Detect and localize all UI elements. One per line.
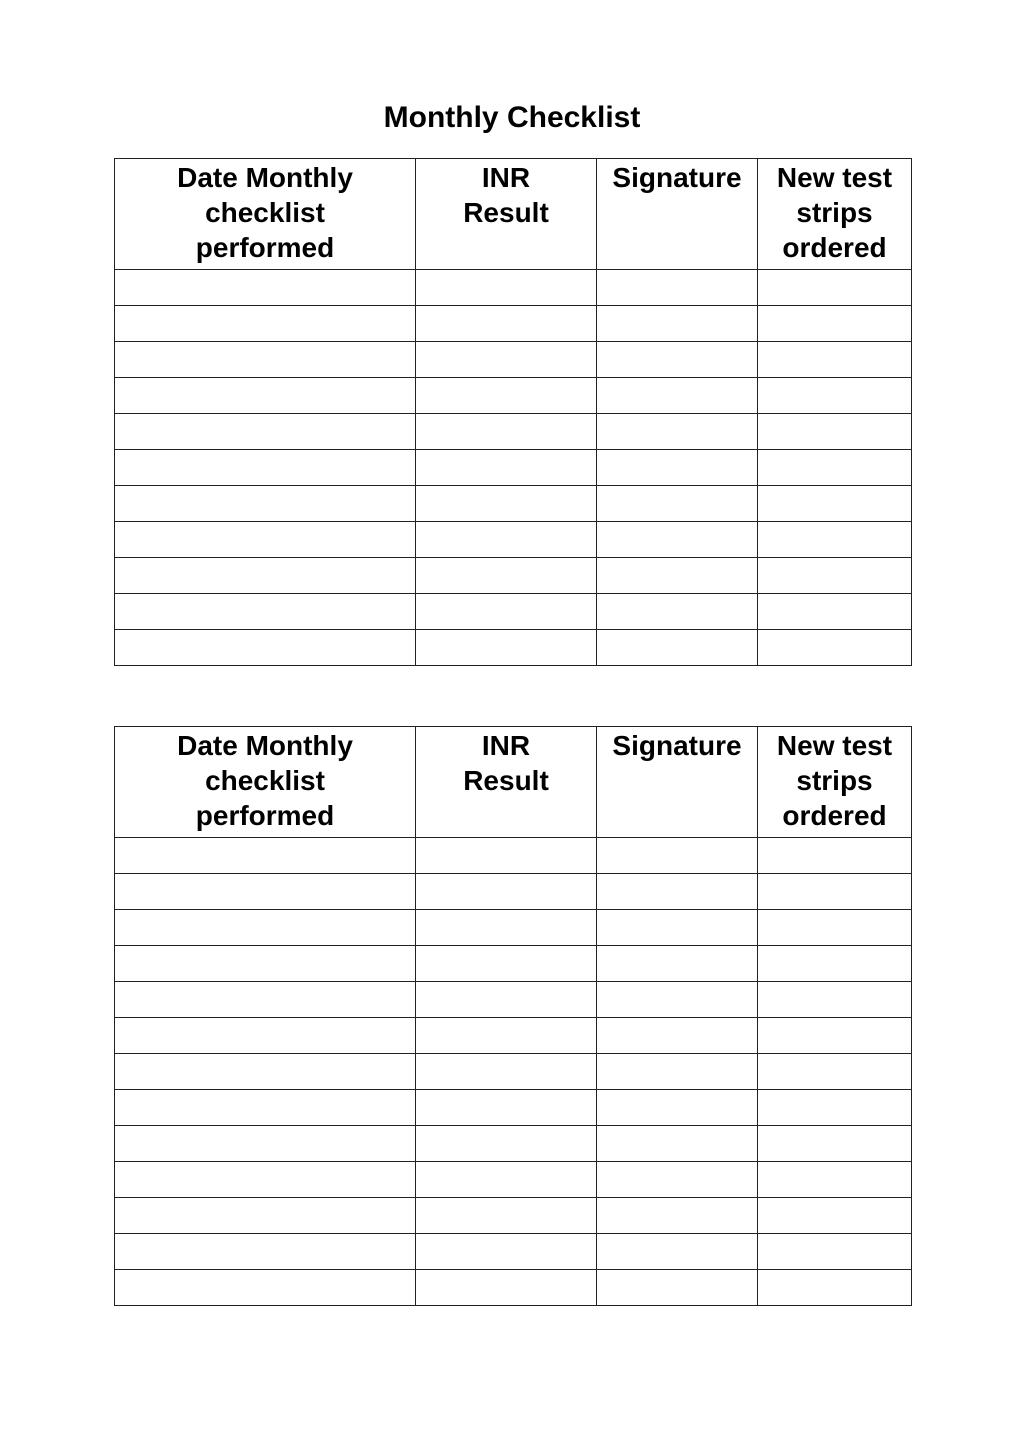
table-row <box>115 838 912 874</box>
cell-date[interactable] <box>115 450 416 486</box>
column-header-date: Date Monthly checklist performed <box>115 159 416 270</box>
table-row <box>115 630 912 666</box>
table-row <box>115 594 912 630</box>
cell-date[interactable] <box>115 270 416 306</box>
cell-date[interactable] <box>115 414 416 450</box>
cell-signature[interactable] <box>597 306 758 342</box>
table-row <box>115 414 912 450</box>
cell-test-strips[interactable] <box>758 450 912 486</box>
cell-signature[interactable] <box>597 630 758 666</box>
cell-date[interactable] <box>115 946 416 982</box>
cell-test-strips[interactable] <box>758 874 912 910</box>
cell-date[interactable] <box>115 1126 416 1162</box>
column-header-date: Date Monthly checklist performed <box>115 727 416 838</box>
table-row <box>115 1018 912 1054</box>
cell-inr-result[interactable] <box>416 910 597 946</box>
cell-date[interactable] <box>115 630 416 666</box>
cell-test-strips[interactable] <box>758 486 912 522</box>
cell-inr-result[interactable] <box>416 414 597 450</box>
cell-date[interactable] <box>115 1090 416 1126</box>
table-header-row <box>115 159 912 270</box>
cell-signature[interactable] <box>597 270 758 306</box>
cell-inr-result[interactable] <box>416 982 597 1018</box>
cell-inr-result[interactable] <box>416 486 597 522</box>
cell-test-strips[interactable] <box>758 1162 912 1198</box>
table-row <box>115 378 912 414</box>
cell-inr-result[interactable] <box>416 630 597 666</box>
cell-inr-result[interactable] <box>416 1018 597 1054</box>
cell-date[interactable] <box>115 306 416 342</box>
cell-signature[interactable] <box>597 1234 758 1270</box>
table-row <box>115 306 912 342</box>
cell-inr-result[interactable] <box>416 874 597 910</box>
cell-inr-result[interactable] <box>416 838 597 874</box>
cell-inr-result[interactable] <box>416 1198 597 1234</box>
cell-signature[interactable] <box>597 486 758 522</box>
cell-signature[interactable] <box>597 1126 758 1162</box>
cell-signature[interactable] <box>597 1054 758 1090</box>
table-row <box>115 910 912 946</box>
checklist-table-2 <box>114 726 912 1306</box>
cell-signature[interactable] <box>597 1090 758 1126</box>
page-title: Monthly Checklist <box>383 101 641 134</box>
cell-test-strips[interactable] <box>758 1054 912 1090</box>
cell-test-strips[interactable] <box>758 982 912 1018</box>
table-row <box>115 982 912 1018</box>
cell-test-strips[interactable] <box>758 414 912 450</box>
column-header-signature: Signature <box>597 727 758 838</box>
cell-inr-result[interactable] <box>416 306 597 342</box>
cell-test-strips[interactable] <box>758 1126 912 1162</box>
cell-signature[interactable] <box>597 1018 758 1054</box>
cell-date[interactable] <box>115 982 416 1018</box>
table-row <box>115 342 912 378</box>
cell-date[interactable] <box>115 342 416 378</box>
cell-inr-result[interactable] <box>416 522 597 558</box>
cell-test-strips[interactable] <box>758 910 912 946</box>
cell-signature[interactable] <box>597 594 758 630</box>
cell-signature[interactable] <box>597 1198 758 1234</box>
cell-signature[interactable] <box>597 522 758 558</box>
cell-date[interactable] <box>115 874 416 910</box>
cell-test-strips[interactable] <box>758 306 912 342</box>
cell-date[interactable] <box>115 522 416 558</box>
cell-inr-result[interactable] <box>416 1054 597 1090</box>
cell-date[interactable] <box>115 1054 416 1090</box>
cell-signature[interactable] <box>597 450 758 486</box>
cell-inr-result[interactable] <box>416 594 597 630</box>
cell-test-strips[interactable] <box>758 1198 912 1234</box>
table-row <box>115 1126 912 1162</box>
table-header-row <box>115 727 912 838</box>
cell-signature[interactable] <box>597 558 758 594</box>
cell-inr-result[interactable] <box>416 1234 597 1270</box>
table-row <box>115 874 912 910</box>
column-header-signature: Signature <box>597 159 758 270</box>
cell-test-strips[interactable] <box>758 558 912 594</box>
cell-test-strips[interactable] <box>758 1234 912 1270</box>
table-row <box>115 1270 912 1306</box>
cell-date[interactable] <box>115 1162 416 1198</box>
cell-signature[interactable] <box>597 874 758 910</box>
table-row <box>115 1090 912 1126</box>
cell-inr-result[interactable] <box>416 946 597 982</box>
table-row <box>115 270 912 306</box>
checklist-table-1 <box>114 158 912 666</box>
cell-test-strips[interactable] <box>758 522 912 558</box>
table-row <box>115 1162 912 1198</box>
cell-test-strips[interactable] <box>758 1018 912 1054</box>
table-row <box>115 1198 912 1234</box>
cell-inr-result[interactable] <box>416 378 597 414</box>
cell-signature[interactable] <box>597 414 758 450</box>
cell-inr-result[interactable] <box>416 558 597 594</box>
table-row <box>115 450 912 486</box>
cell-test-strips[interactable] <box>758 342 912 378</box>
cell-date[interactable] <box>115 378 416 414</box>
cell-date[interactable] <box>115 1270 416 1306</box>
cell-inr-result[interactable] <box>416 270 597 306</box>
cell-inr-result[interactable] <box>416 1162 597 1198</box>
cell-date[interactable] <box>115 594 416 630</box>
cell-signature[interactable] <box>597 910 758 946</box>
cell-test-strips[interactable] <box>758 270 912 306</box>
table-row <box>115 1054 912 1090</box>
cell-date[interactable] <box>115 486 416 522</box>
cell-date[interactable] <box>115 1234 416 1270</box>
cell-signature[interactable] <box>597 1270 758 1306</box>
cell-test-strips[interactable] <box>758 630 912 666</box>
table-row <box>115 558 912 594</box>
table-row <box>115 946 912 982</box>
cell-test-strips[interactable] <box>758 378 912 414</box>
table-row <box>115 486 912 522</box>
cell-date[interactable] <box>115 1198 416 1234</box>
cell-date[interactable] <box>115 558 416 594</box>
table-row <box>115 1234 912 1270</box>
cell-signature[interactable] <box>597 378 758 414</box>
cell-signature[interactable] <box>597 982 758 1018</box>
cell-signature[interactable] <box>597 946 758 982</box>
cell-signature[interactable] <box>597 1162 758 1198</box>
cell-test-strips[interactable] <box>758 838 912 874</box>
table-row <box>115 522 912 558</box>
cell-test-strips[interactable] <box>758 1270 912 1306</box>
cell-date[interactable] <box>115 1018 416 1054</box>
cell-date[interactable] <box>115 838 416 874</box>
cell-date[interactable] <box>115 910 416 946</box>
cell-test-strips[interactable] <box>758 946 912 982</box>
cell-inr-result[interactable] <box>416 450 597 486</box>
cell-signature[interactable] <box>597 838 758 874</box>
cell-test-strips[interactable] <box>758 594 912 630</box>
column-header-inr-result: INR Result <box>416 159 597 270</box>
column-header-test-strips: New test strips ordered <box>758 727 912 838</box>
cell-test-strips[interactable] <box>758 1090 912 1126</box>
column-header-test-strips: New test strips ordered <box>758 159 912 270</box>
cell-inr-result[interactable] <box>416 342 597 378</box>
column-header-inr-result: INR Result <box>416 727 597 838</box>
cell-inr-result[interactable] <box>416 1126 597 1162</box>
cell-signature[interactable] <box>597 342 758 378</box>
cell-inr-result[interactable] <box>416 1270 597 1306</box>
cell-inr-result[interactable] <box>416 1090 597 1126</box>
